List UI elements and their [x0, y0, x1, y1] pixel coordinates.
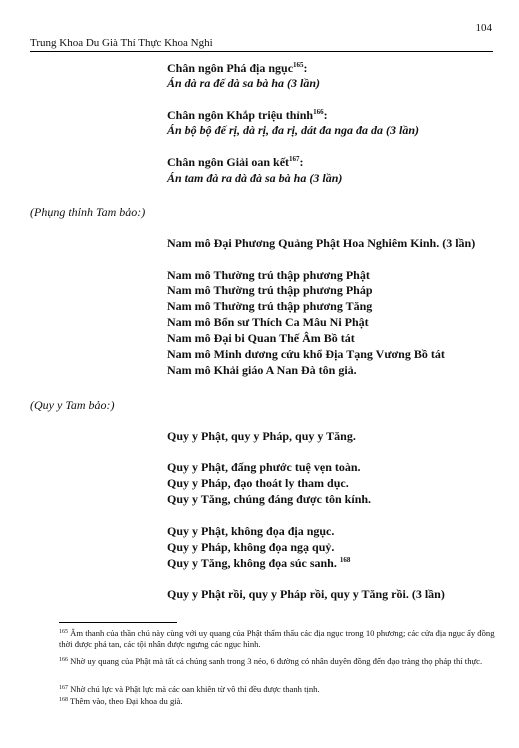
footnote-number: 165 [59, 629, 68, 635]
running-header-title: Trung Khoa Du Già Thí Thực Khoa Nghi [30, 37, 213, 49]
refuge-line: Quy y Tăng, không đọa súc sanh. $^{168}$ [167, 556, 351, 570]
footnote: $^{167}$ Nhờ chú lực và Phật lực mà các oan khiên từ vô thỉ đều được thanh tịnh. [59, 684, 320, 694]
mantra-title: Chân ngôn Giải oan kết$^{167}$: [167, 155, 304, 169]
refuge-line: Quy y Phật, quy y Pháp, quy y Tăng. [167, 429, 356, 443]
mantra-text: Án tam đà ra dà đà sa bà ha (3 lần) [167, 171, 343, 185]
footnote: $^{168}$ Thêm vào, theo Đại khoa du già. [59, 696, 183, 706]
mantra-text: Án bộ bộ đế rị, dà rị, đa rị, dát đa nga đa da (3 lần) [167, 123, 420, 137]
footnote-number: 167 [59, 685, 68, 691]
invocation-line: Nam mô Thường trú thập phương Tăng [167, 299, 373, 313]
footnote-ref: 166 [313, 108, 324, 116]
mantra-title: Chân ngôn Khắp triệu thỉnh$^{166}$: [167, 108, 328, 122]
invocation-line: Nam mô Đại bi Quan Thế Âm Bồ tát [167, 331, 355, 345]
section-heading-quy-y: (Quy y Tam bảo:) [30, 398, 115, 412]
refuge-line: Quy y Phật, đấng phước tuệ vẹn toàn. [167, 460, 361, 474]
invocation-line: Nam mô Khải giáo A Nan Đà tôn giả. [167, 363, 357, 377]
mantra-text: Án dà ra đế dà sa bà ha (3 lần) [167, 76, 321, 90]
footnote-ref: 165 [293, 61, 304, 69]
footnote-number: 168 [59, 697, 68, 703]
refuge-final-line: Quy y Phật rồi, quy y Pháp rồi, quy y Tăng rồi. (3 lần) [167, 587, 445, 601]
footnote-divider [59, 622, 177, 623]
footnote: $^{166}$ Nhờ uy quang của Phật mà tất cả chúng sanh trong 3 nẻo, 6 đường có nhân duyên đồng đến đạo tràng thọ pháp thí thực. [59, 656, 483, 666]
footnote-ref: 167 [289, 155, 300, 163]
refuge-line: Quy y Pháp, đạo thoát ly tham dục. [167, 476, 349, 490]
mantra-title: Chân ngôn Phá địa ngục$^{165}$: [167, 61, 308, 75]
refuge-line: Quy y Tăng, chúng đáng được tôn kính. [167, 492, 372, 506]
footnote: $^{165}$ Âm thanh của thần chú này cùng với uy quang của Phật thấm thấu các địa ngục trong 10 phương; các cửa địa ngục ấy đồng thời được phá tan, các tội nhân được ngưng các ngục hình. [59, 628, 495, 649]
invocation-line: Nam mô Bổn sư Thích Ca Mâu Ni Phật [167, 315, 369, 329]
refuge-line: Quy y Phật, không đọa địa ngục. [167, 524, 335, 538]
invocation-line: Nam mô Đại Phương Quảng Phật Hoa Nghiêm Kinh. (3 lần) [167, 236, 476, 250]
page-number: 104 [475, 22, 492, 34]
footnote-number: 166 [59, 657, 68, 663]
footnote-ref: 168 [339, 556, 351, 564]
invocation-line: Nam mô Minh dương cứu khổ Địa Tạng Vương Bồ tát [167, 347, 445, 361]
header-divider [30, 51, 493, 52]
section-heading-tam-bao: (Phụng thỉnh Tam bảo:) [30, 205, 146, 219]
invocation-line: Nam mô Thường trú thập phương Phật [167, 268, 370, 282]
invocation-line: Nam mô Thường trú thập phương Pháp [167, 283, 373, 297]
refuge-line: Quy y Pháp, không đọa ngạ quỷ. [167, 540, 335, 554]
